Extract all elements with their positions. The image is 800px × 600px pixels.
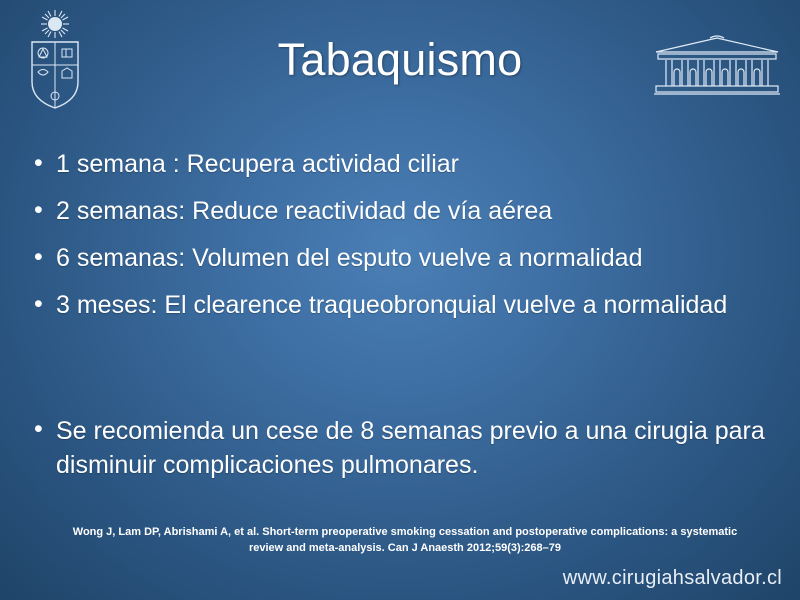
list-item [34, 414, 774, 482]
list-item [34, 289, 774, 322]
bullet-marker-icon: • [34, 290, 43, 318]
bullet-text: 3 meses: El clearence traqueobronquial vuelve a normalidad [56, 291, 728, 319]
bullet-marker-icon: • [34, 243, 43, 271]
bullet-marker-icon: • [34, 415, 43, 443]
page-title: Tabaquismo [277, 34, 523, 85]
bullet-text: 6 semanas: Volumen del esputo vuelve a normalidad [56, 244, 643, 272]
list-item [34, 148, 774, 181]
reference-citation: Wong J, Lam DP, Abrishami A, et al. Short-term preoperative smoking cessation and postoperative complications: a systematic review and meta-analysis. Can J Anaesth 2012;59(3):268–79 [72, 526, 738, 554]
list-item [34, 242, 774, 275]
list-item [34, 195, 774, 228]
bullet-text: 2 semanas: Reduce reactividad de vía aérea [56, 197, 553, 225]
bullet-list-primary [34, 148, 774, 336]
bullet-marker-icon: • [34, 196, 43, 224]
bullet-marker-icon: • [34, 149, 43, 177]
bullet-text: 1 semana : Recupera actividad ciliar [56, 150, 459, 178]
footer-url[interactable]: www.cirugiahsalvador.cl [562, 567, 782, 589]
bullet-list-secondary [34, 414, 774, 496]
bullet-text: Se recomienda un cese de 8 semanas previo a una cirugia para disminuir complicaciones pulmonares. [56, 417, 765, 479]
